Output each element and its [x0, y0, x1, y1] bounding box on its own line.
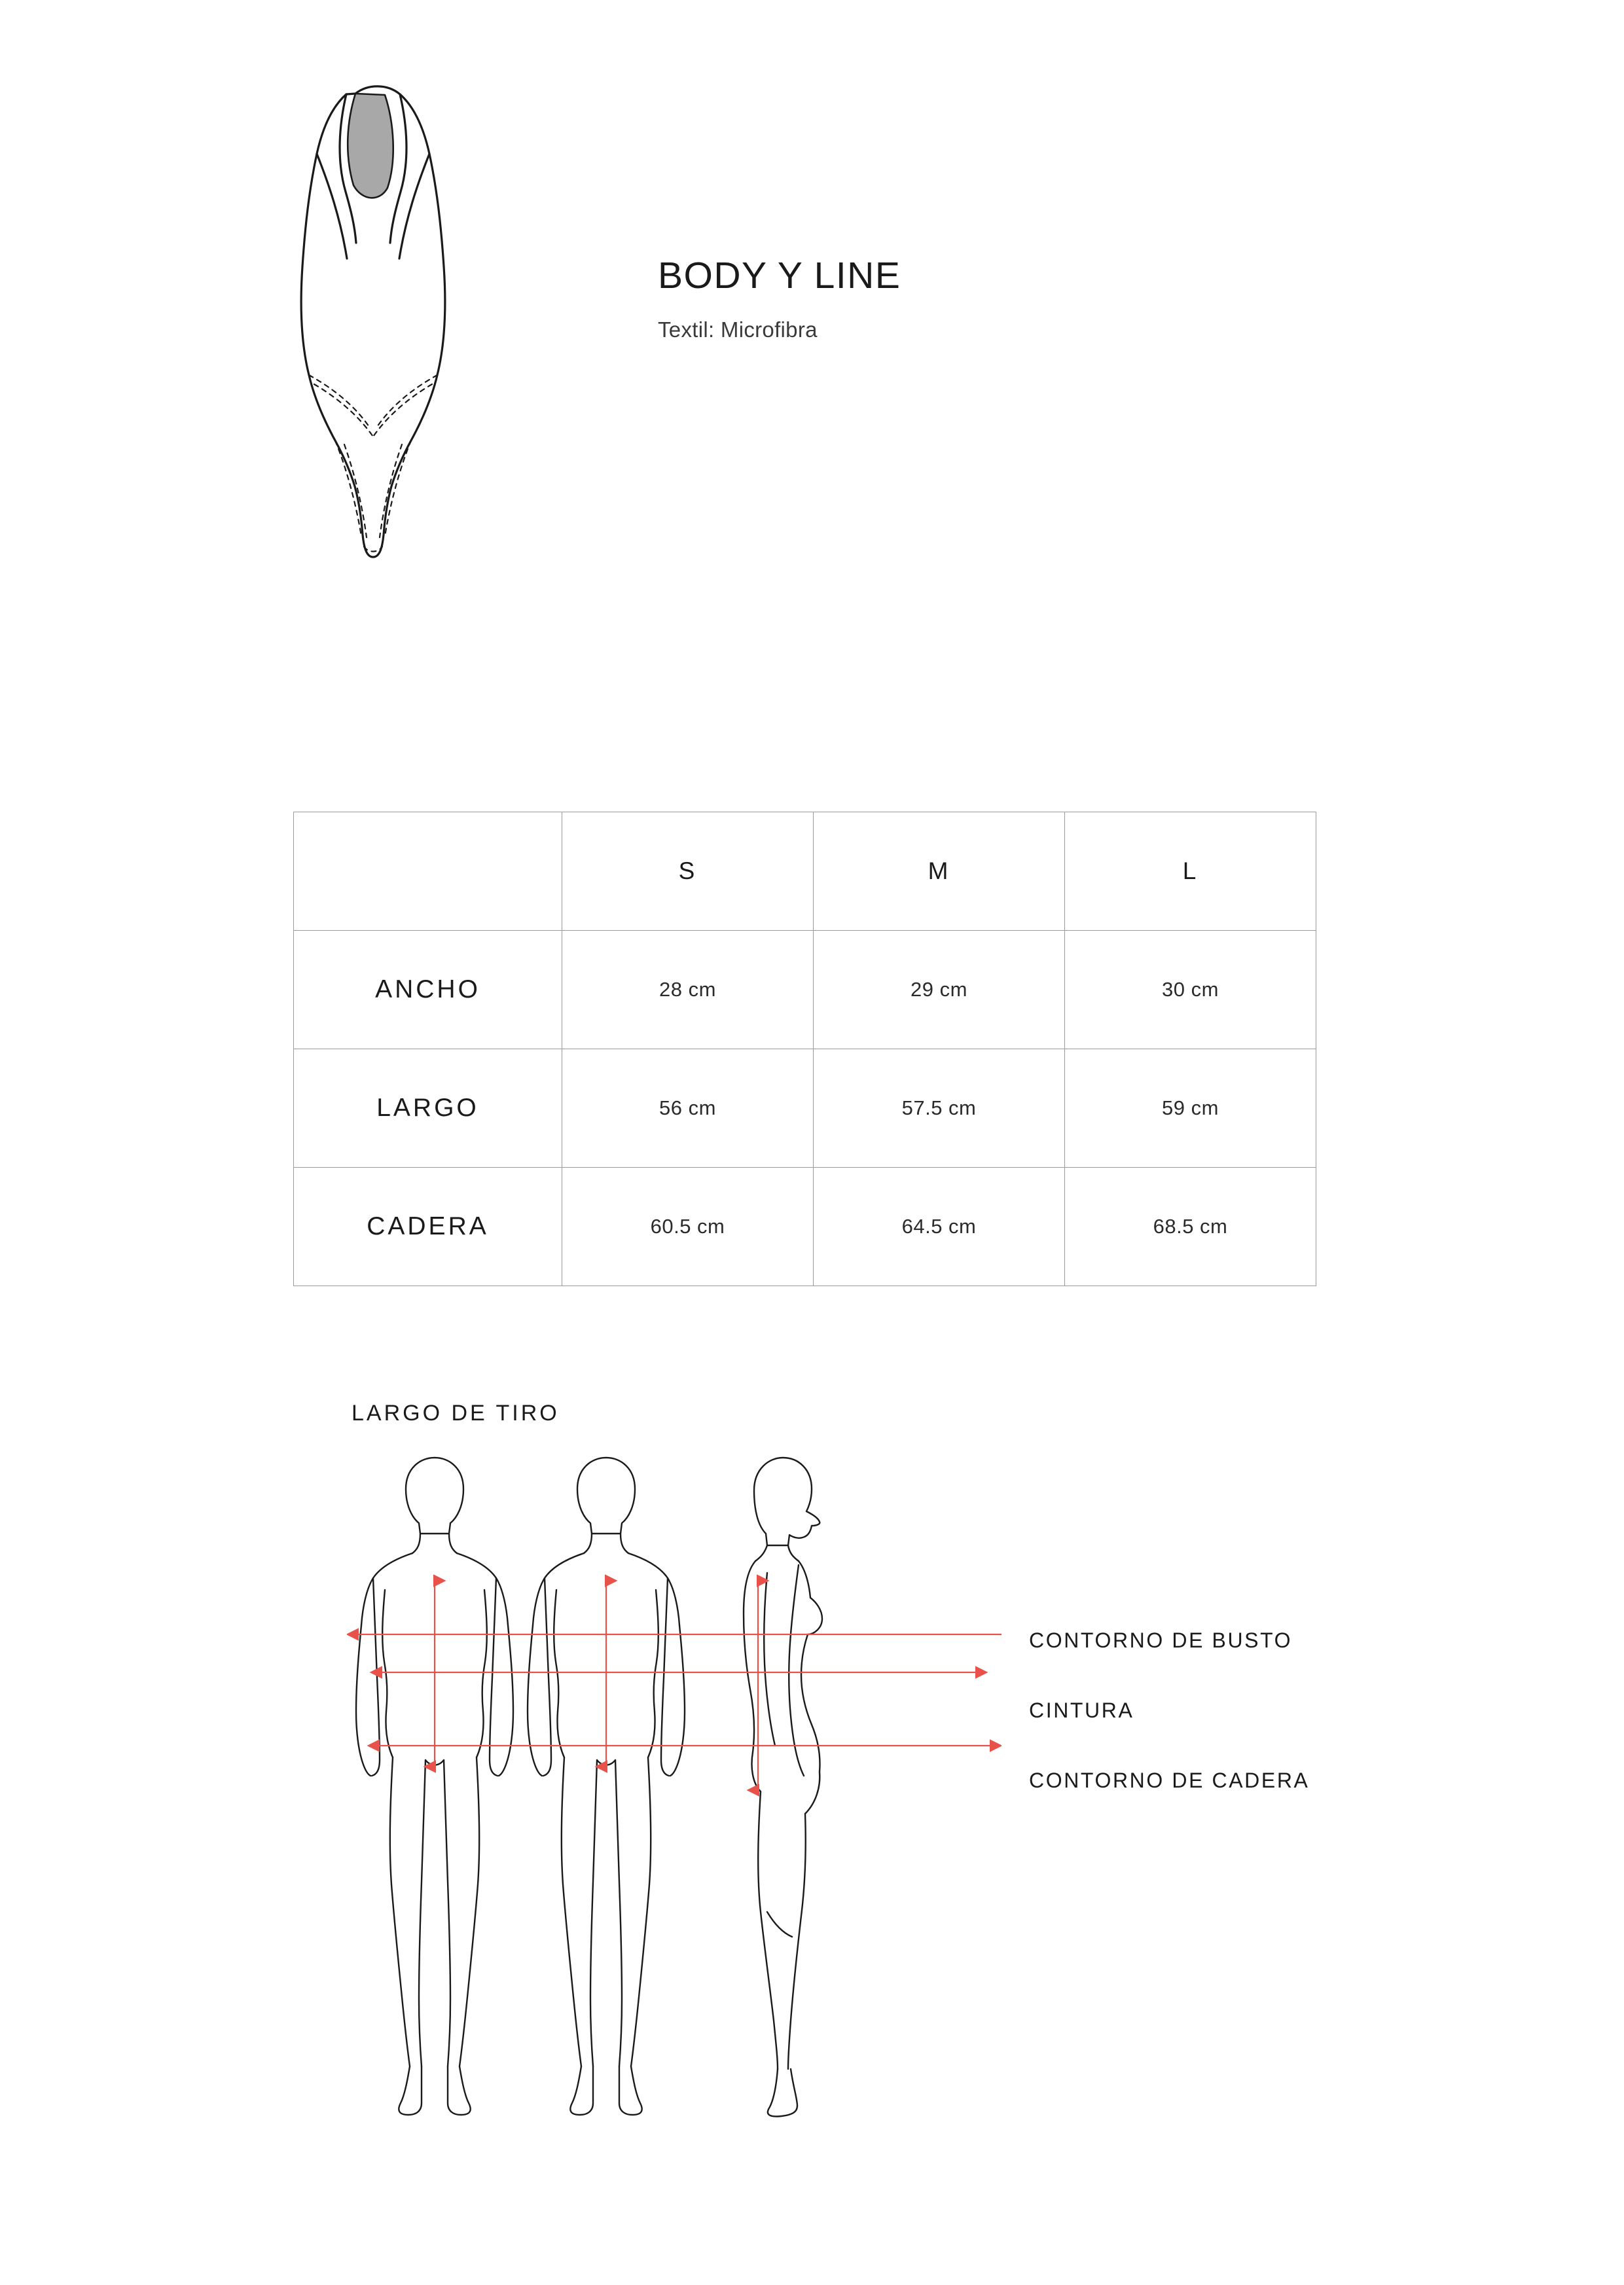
column-header-l: L	[1065, 812, 1316, 931]
section-heading-largo-de-tiro: LARGO DE TIRO	[352, 1401, 560, 1426]
cell-largo-l: 59 cm	[1065, 1049, 1316, 1168]
row-label-ancho: ANCHO	[294, 931, 562, 1049]
size-table	[293, 812, 1316, 1286]
legend-item-contorno-de-cadera: CONTORNO DE CADERA	[1029, 1769, 1310, 1792]
table-row	[294, 1049, 1316, 1168]
cell-ancho-l: 30 cm	[1065, 931, 1316, 1049]
legend-item-cintura: CINTURA	[1029, 1699, 1134, 1722]
figure-side	[744, 1458, 822, 2116]
measurement-legend	[1029, 1630, 1553, 1840]
column-header-s: S	[562, 812, 814, 931]
table-corner-cell	[294, 812, 562, 931]
figure-back	[528, 1458, 685, 2115]
legend-item-contorno-de-busto: CONTORNO DE BUSTO	[1029, 1628, 1293, 1652]
cell-cadera-l: 68.5 cm	[1065, 1168, 1316, 1286]
cell-cadera-s: 60.5 cm	[562, 1168, 814, 1286]
table-row	[294, 1168, 1316, 1286]
row-label-cadera: CADERA	[294, 1168, 562, 1286]
table-row	[294, 931, 1316, 1049]
cell-ancho-s: 28 cm	[562, 931, 814, 1049]
page-title: BODY Y LINE	[658, 255, 901, 297]
column-header-m: M	[814, 812, 1065, 931]
cell-largo-s: 56 cm	[562, 1049, 814, 1168]
textile-label: Textil: Microfibra	[658, 317, 818, 342]
cell-cadera-m: 64.5 cm	[814, 1168, 1065, 1286]
table-header-row	[294, 812, 1316, 931]
garment-technical-drawing	[216, 62, 556, 717]
body-measurement-figures	[347, 1450, 1001, 2222]
cell-ancho-m: 29 cm	[814, 931, 1065, 1049]
row-label-largo: LARGO	[294, 1049, 562, 1168]
title-block	[658, 255, 1247, 342]
figure-front	[356, 1458, 513, 2115]
cell-largo-m: 57.5 cm	[814, 1049, 1065, 1168]
